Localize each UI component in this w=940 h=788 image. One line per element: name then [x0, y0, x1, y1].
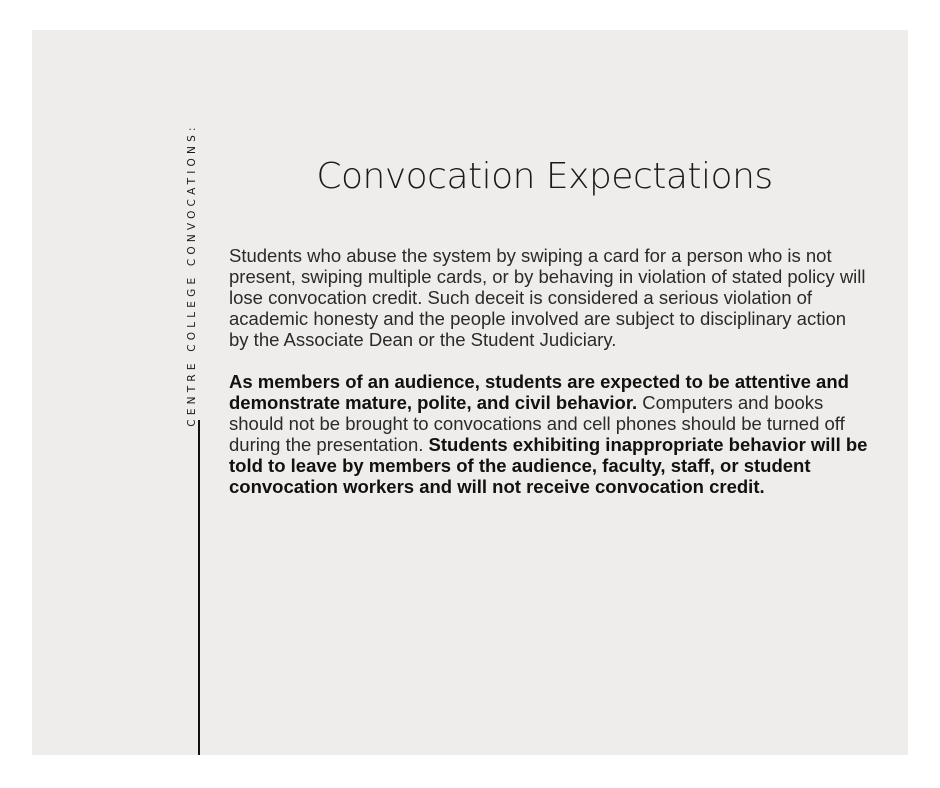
page-title: Convocation Expectations	[316, 156, 773, 197]
body-text	[229, 246, 869, 497]
expectations-middle: Computers and books should not be brought to convocations and cell phones should be turned off during the presentation.	[229, 391, 845, 455]
paragraph-policy: Students who abuse the system by swiping a card for a person who is not present, swiping multiple cards, or by behaving in violation of stated policy will lose convocation credit. Such deceit is considered a serious violation of academic honesty and the people involved are subject to disciplinary action by the Associate Dean or the Student Judiciary.	[229, 245, 866, 350]
side-label: CENTRE COLLEGE CONVOCATIONS:	[186, 123, 198, 427]
paragraph-expectations	[229, 372, 869, 497]
expectations-bold-lead: As members of an audience, students are expected to be attentive and demonstrate mature, polite, and civil behavior.	[229, 371, 849, 413]
vertical-divider	[198, 420, 200, 755]
document-page	[32, 30, 908, 755]
expectations-bold-tail: Students exhibiting inappropriate behavior will be told to leave by members of the audience, faculty, staff, or student convocation workers and will not receive convocation credit.	[229, 433, 868, 497]
